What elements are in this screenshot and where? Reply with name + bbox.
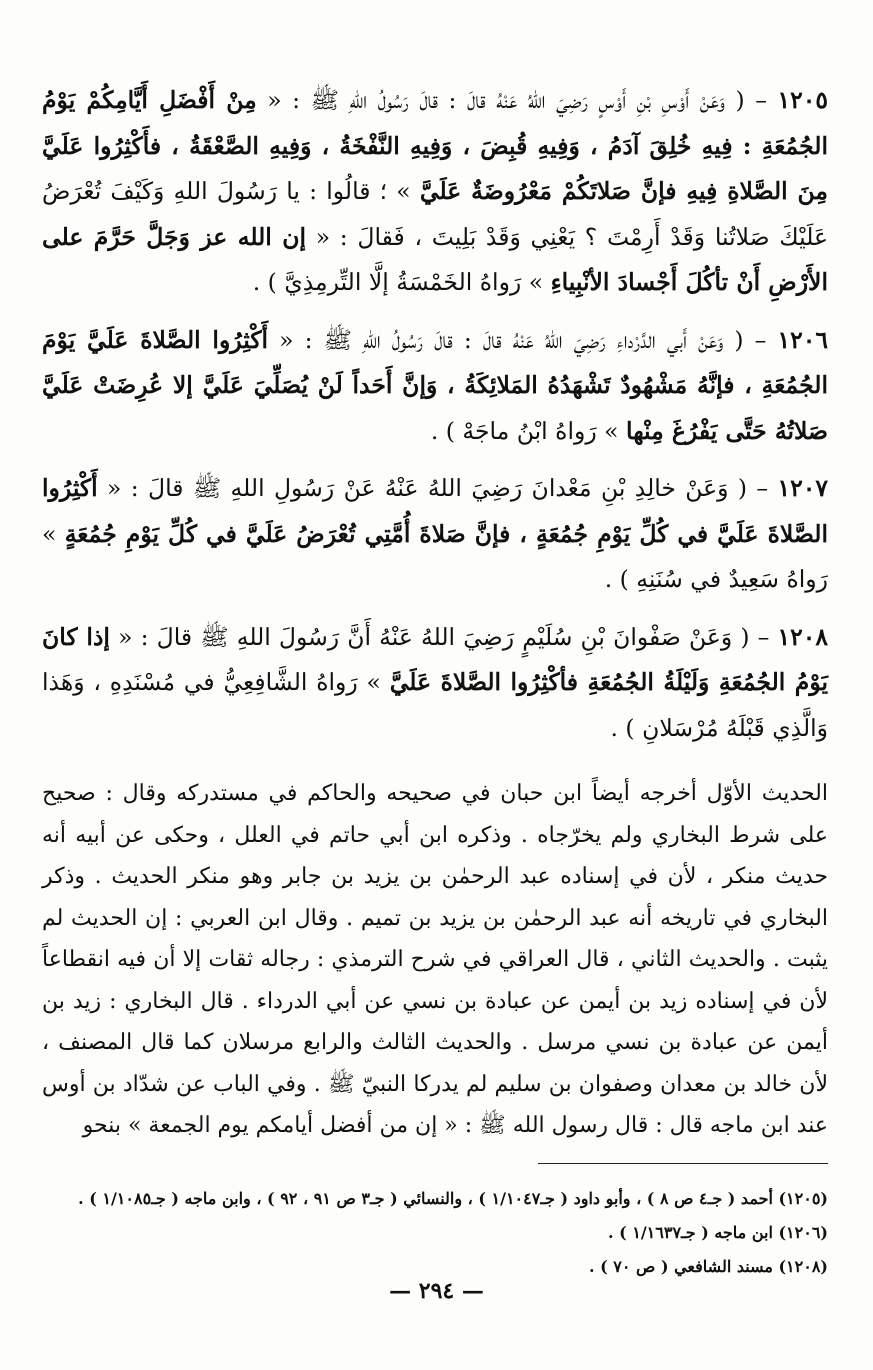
- hadith-1205: [42, 78, 828, 306]
- hadith-source: » رَواهُ سَعِيدٌ في سُنَنِهِ ) .: [42, 519, 828, 593]
- footnote-1208: (١٢٠٨) مسند الشافعي ( ص ٧٠ ) .: [589, 1256, 828, 1276]
- footnote-1206: (١٢٠٦) ابن ماجه ( جـ١/١٦٣٧ ) .: [607, 1222, 828, 1242]
- footnotes: [42, 1182, 828, 1284]
- hadith-number: ١٢٠٧: [777, 474, 828, 502]
- hadith-number: ١٢٠٨: [777, 622, 829, 651]
- hadith-1207: [42, 466, 828, 603]
- hadith-quote-2: إن الله عز وَجَلَّ حَرَّمَ على الأَرْضِ أَنْ تأكُلَ أَجْسادَ الأنْبِياءِ: [42, 222, 828, 296]
- hadith-1206: [42, 318, 828, 455]
- hadith-quote: أَكْثِرُوا الصَّلاةَ عَلَيَّ في كُلِّ يَوْمِ جُمُعَةٍ ، فإنَّ صَلاةَ أُمَّتِي تُعْرَضُ عَلَيَّ في كُلِّ يَوْمِ جُمُعَةٍ: [42, 474, 828, 548]
- hadith-intro: – ( وَعَنْ خالِدِ بْنِ مَعْدانَ رَضِيَ اللهُ عَنْهُ عَنْ رَسُولِ اللهِ ﷺ قالَ : «: [97, 474, 778, 502]
- hadith-source: » رَواهُ الخَمْسَةُ إلَّا التِّرمِذِيَّ ) .: [252, 268, 551, 296]
- commentary-text: الحديث الأوّل أخرجه أيضاً ابن حبان في صحيحه والحاكم في مستدركه وقال : صحيح على شرط البخاري ولم يخرّجاه . وذكره ابن أبي حاتم في العلل ، وحكى عن أبيه أنه حديث منكر ، لأن في إسناده عبد الرحمٰن بن يزيد بن جابر وهو منكر الحديث . وذكر البخاري في تاريخه أنه عبد الرحمٰن بن يزيد بن تميم . وقال ابن العربي : إن الحديث لم يثبت . والحديث الثاني ، قال العراقي في شرح الترمذي : رجاله ثقات إلا أن فيه انقطاعاً لأن في إسناده زيد بن أيمن عن عبادة بن نسي عن أبي الدرداء . قال البخاري : زيد بن أيمن عن عبادة بن نسي مرسل . والحديث الثالث والرابع مرسلان كما قال المصنف ، لأن خالد بن معدان وصفوان بن سليم لم يدركا النبيّ ﷺ . وفي الباب عن شدّاد بن أوس عند ابن ماجه قال : قال رسول الله ﷺ : « إن من أفضل أيامكم يوم الجمعة » بنحو: [42, 781, 828, 1138]
- hadith-number: ١٢٠٥: [777, 86, 828, 114]
- hadith-quote: مِنْ أَفْضَلِ أَيَّامِكُمْ يَوْمُ الجُمُعَةِ : فِيهِ خُلِقَ آدَمُ ، وَفِيهِ قُبِضَ ، وَفِيهِ النَّفْخَةُ ، وَفِيهِ الصَّعْقَةُ ، فأَكْثِرُوا عَلَيَّ مِنَ الصَّلاةِ فِيهِ فإنَّ صَلاتَكُمْ مَعْرُوضَةٌ عَلَيَّ: [42, 86, 829, 205]
- hadith-intro: – ( وَعَنْ أَوْسِ بْنِ أَوْسٍ رَضِيَ اللهُ عَنْهُ قالَ : قالَ رَسُولُ اللهِ ﷺ : «: [256, 86, 778, 114]
- hadith-quote: إذا كانَ يَوْمُ الجُمُعَةِ وَلَيْلَةُ الجُمُعَةِ فأكْثِرُوا الصَّلاةَ عَلَيَّ: [42, 622, 828, 696]
- hadith-source: » رَواهُ ابْنُ ماجَهْ ) .: [430, 416, 627, 445]
- hadith-intro: – ( وَعَنْ صَفْوانَ بْنِ سُلَيْمٍ رَضِيَ اللهُ عَنْهُ أَنَّ رَسُولَ اللهِ ﷺ قالَ : «: [109, 622, 778, 651]
- hadith-quote: أَكْثِرُوا الصَّلاةَ عَلَيَّ يَوْمَ الجُمُعَةِ ، فإنَّهُ مَشْهُودٌ تَشْهَدُهُ المَلائِكَةُ ، وَإنَّ أَحَداً لَنْ يُصَلِّيَ عَلَيَّ إلا عُرِضَتْ عَلَيَّ صَلاتُهُ حَتَّى يَفْرُغَ مِنْها: [42, 325, 828, 445]
- hadith-middle: » ؛ قالُوا : يا رَسُولَ اللهِ وَكَيْفَ تُعْرَضُ عَلَيْكَ صَلاتُنا وَقَدْ أَرِمْتَ ؟ يَعْنِي وَقَدْ بَلِيتَ ، فَقالَ : «: [42, 177, 829, 251]
- hadith-intro: – ( وَعَنْ أَبي الدَّرْداءِ رَضِيَ اللهُ عَنْهُ قالَ : قالَ رَسُولُ اللهِ ﷺ : «: [268, 325, 778, 354]
- hadith-1208: [42, 615, 828, 752]
- hadith-number: ١٢٠٦: [777, 325, 829, 354]
- hadith-source: » رَواهُ الشَّافِعِيُّ في مُسْنَدِهِ ، وَهَذا وَالَّذِي قَبْلَهُ مُرْسَلانِ ) .: [42, 668, 828, 742]
- footnote-divider: [538, 1163, 828, 1164]
- footnote-1205: (١٢٠٥) أحمد ( جـ٤ ص ٨ ) ، وأبو داود ( جـ١/١٠٤٧ ) ، والنسائي ( جـ٣ ص ٩١ ، ٩٢ ) ، وابن ماجه ( جـ١/١٠٨٥ ) .: [78, 1188, 828, 1208]
- page-number: — ٢٩٤ —: [389, 1278, 484, 1304]
